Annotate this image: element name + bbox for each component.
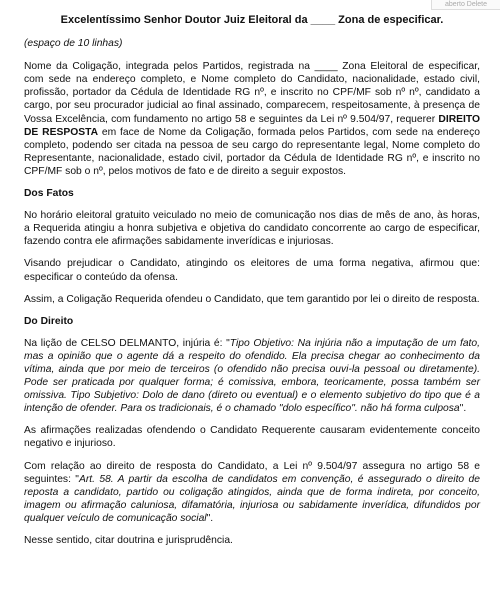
fatos-paragraph-3: Assim, a Coligação Requerida ofendeu o Candidato, que tem garantido por lei o direito de resposta. (24, 293, 480, 305)
direito-paragraph-2: As afirmações realizadas ofendendo o Candidato Requerente causaram evidentemente conceito negativo e injurioso. (24, 425, 480, 450)
direito-p3-start: Com relação ao direito de resposta do Candidato, a Lei nº 9.504/97 assegura no artigo 58 e seguintes: " (24, 460, 480, 485)
direito-paragraph-4: Nesse sentido, citar doutrina e jurisprudência. (24, 535, 233, 546)
intro-paragraph (24, 60, 480, 178)
direito-paragraph-1 (24, 337, 480, 416)
direito-p3-quote: Art. 58. A partir da escolha de candidatos em convenção, é assegurado o direito de reposta a candidato, partido ou coligação atingidos, ainda que de forma indireta, por conceito, imagem ou afirmação caluniosa, difamatória, injuriosa ou sabidamente inverídica, difundidos por qualquer veículo de comunicação social (24, 473, 480, 524)
document-heading: Excelentíssimo Senhor Doutor Juiz Eleitoral da ____ Zona de especificar. (60, 14, 444, 26)
direito-p3-end: ". (206, 512, 214, 524)
direito-p1-start: Na lição de CELSO DELMANTO, injúria é: " (24, 337, 230, 349)
fatos-paragraph-2: Visando prejudicar o Candidato, atingindo os eleitores de uma forma negativa, afirmou que: especificar o conteúdo da ofensa. (24, 258, 480, 283)
intro-text-2: em face de Nome da Coligação, formada pelos Partidos, com sede na endereço completo, podendo ser citada na pessoa de seu cargo do representante legal, Nome completo do Representante, nacionalidade, estado civil, portador da Cédula de Identidade RG nº, e inscrito no CPF/MF sob o nº, pelos motivos de fato e de direito a seguir expostos. (24, 126, 480, 177)
space-note: (espaço de 10 linhas) (24, 38, 123, 50)
document-body (24, 14, 480, 556)
section-title-fatos: Dos Fatos (24, 188, 74, 200)
direito-p1-quote: Tipo Objetivo: Na injúria não a imputação de um fato, mas a opinião que o agente dá a respeito do ofendido. Ela precisa chegar ao conhecimento da vítima, ainda que por meio de terceiros (o ofendido não precisa ouvi-la pessoal ou diretamente). Pode ser praticada por qualquer forma; é comissiva, embora, teoricamente, possa também ser omissiva. Tipo Subjetivo: Dolo de dano (direto ou eventual) e o elemento subjetivo do tipo que é a intenção de ofender. Para os tradicionais, é o chamado "dolo específico". não há forma culposa (24, 337, 480, 415)
section-title-direito: Do Direito (24, 315, 74, 327)
direito-paragraph-3 (24, 460, 480, 525)
direito-p1-end: ". (459, 403, 467, 415)
intro-text-1: Nome da Coligação, integrada pelos Partidos, registrada na ____ Zona Eleitoral de especificar, com sede na endereço completo, e Nome completo do Candidato, nacionalidade, estado civil, profissão, portador da Cédula de Identidade RG nº, e inscrito no CPF/MF sob nº nº, candidato a cargo, por seu procurador judicial ao final assinado, comparecem, respeitosamente, à presença de Vossa Excelência, com fundamento no artigo 58 e seguintes da Lei nº 9.504/97, requerer (24, 61, 480, 125)
corner-tab[interactable]: aberto Delete (431, 0, 500, 10)
intro-bold-term: DIREITO DE RESPOSTA (24, 113, 480, 138)
fatos-paragraph-1: No horário eleitoral gratuito veiculado no meio de comunicação nos dias de mês de ano, às horas, a Requerida atingiu a honra subjetiva e objetiva do candidato concorrente ao cargo de especificar, fazendo contra ele afirmações sabidamente inverídicas e injuriosas. (24, 210, 480, 248)
